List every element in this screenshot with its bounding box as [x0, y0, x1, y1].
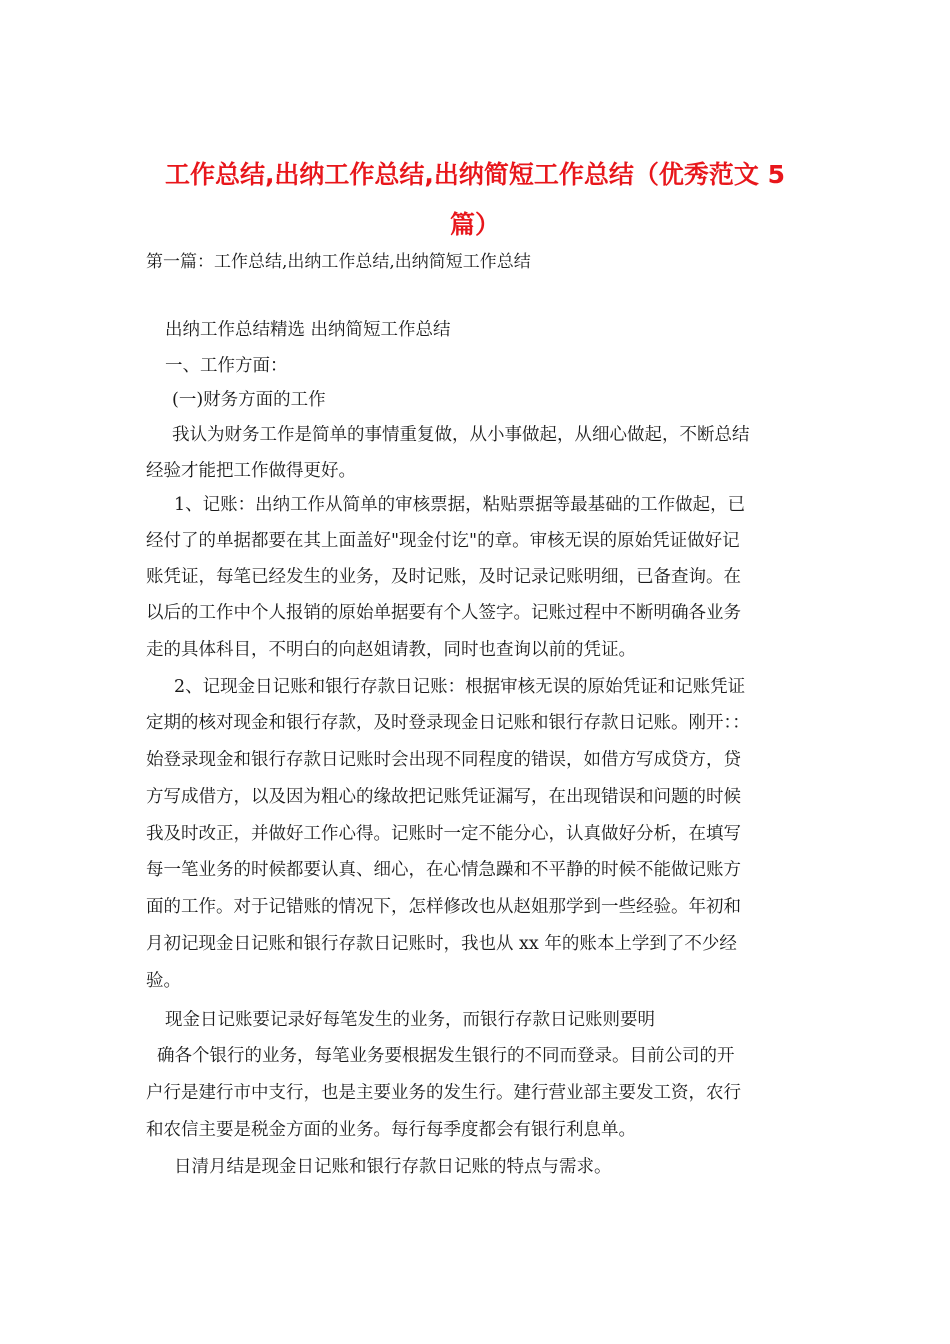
body-line: 定期的核对现金和银行存款，及时登录现金日记账和银行存款日记账。刚开：： — [146, 713, 750, 733]
body-line: 户行是建行市中支行，也是主要业务的发生行。建行营业部主要发工资，农行 — [146, 1083, 741, 1103]
title-line-1: 工作总结,出纳工作总结,出纳简短工作总结（优秀范文 5 — [164, 160, 786, 189]
body-line: 每一笔业务的时候都要认真、细心，在心情急躁和不平静的时候不能做记账方 — [146, 860, 741, 880]
body-line: 现金日记账要记录好每笔发生的业务，而银行存款日记账则要明 — [165, 1010, 655, 1030]
body-line: 始登录现金和银行存款日记账时会出现不同程度的错误，如借方写成贷方，贷 — [146, 750, 741, 770]
title-line-2: 篇） — [449, 210, 500, 239]
body-line: 月初记现金日记账和银行存款日记账时，我也从 xx 年的账本上学到了不少经 — [146, 934, 737, 954]
body-line: 面的工作。对于记错账的情况下，怎样修改也从赵姐那学到一些经验。年初和 — [146, 897, 741, 917]
body-line: 我认为财务工作是简单的事情重复做，从小事做起，从细心做起，不断总结 — [172, 425, 750, 445]
body-line: 一、工作方面： — [165, 356, 288, 376]
body-line: 经验才能把工作做得更好。 — [146, 461, 356, 481]
document-title — [140, 150, 810, 250]
body-line: 账凭证，每笔已经发生的业务，及时记账，及时记录记账明细，已备查询。在 — [146, 567, 741, 587]
body-line: 验。 — [146, 971, 181, 991]
body-line: 1、记账：出纳工作从简单的审核票据，粘贴票据等最基础的工作做起，已 — [174, 495, 746, 515]
body-line: (一)财务方面的工作 — [172, 390, 326, 410]
body-line: 和农信主要是税金方面的业务。每行每季度都会有银行利息单。 — [146, 1120, 636, 1140]
body-line: 以后的工作中个人报销的原始单据要有个人签字。记账过程中不断明确各业务 — [146, 603, 741, 623]
body-line: 确各个银行的业务，每笔业务要根据发生银行的不同而登录。目前公司的开 — [157, 1046, 735, 1066]
section-heading: 第一篇：工作总结,出纳工作总结,出纳简短工作总结 — [146, 252, 531, 272]
body-line: 我及时改正，并做好工作心得。记账时一定不能分心，认真做好分析，在填写 — [146, 824, 741, 844]
body-line: 走的具体科目，不明白的向赵姐请教，同时也查询以前的凭证。 — [146, 640, 636, 660]
body-line: 2、记现金日记账和银行存款日记账：根据审核无误的原始凭证和记账凭证 — [174, 677, 746, 697]
body-line: 出纳工作总结精选 出纳简短工作总结 — [165, 320, 451, 340]
body-line: 方写成借方，以及因为粗心的缘故把记账凭证漏写，在出现错误和问题的时候 — [146, 787, 741, 807]
body-line: 经付了的单据都要在其上面盖好"现金付讫"的章。审核无误的原始凭证做好记 — [146, 531, 740, 551]
body-line: 日清月结是现金日记账和银行存款日记账的特点与需求。 — [174, 1157, 612, 1177]
